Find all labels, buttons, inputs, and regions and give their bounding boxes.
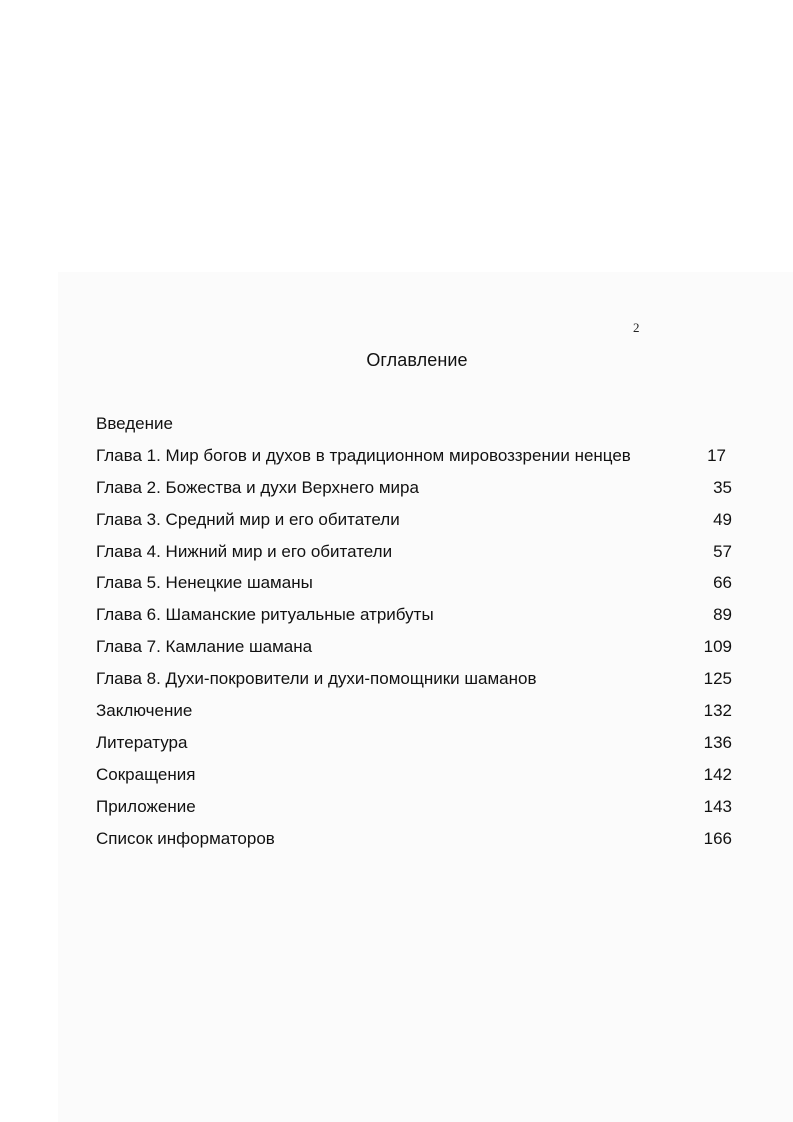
toc-entry-chapter-2 — [96, 476, 736, 508]
toc-entry-label: Литература — [96, 732, 188, 752]
toc-entry-label: Глава 6. Шаманские ритуальные атрибуты — [96, 605, 434, 625]
toc-entry-page: 66 — [713, 573, 732, 593]
toc-entry-page: 49 — [713, 509, 732, 529]
toc-entry-page: 57 — [713, 541, 732, 561]
toc-entry-chapter-6 — [96, 603, 736, 635]
toc-entry-page: 132 — [703, 701, 732, 721]
toc-entry-label: Введение — [96, 414, 173, 433]
toc-entry-conclusion — [96, 699, 736, 731]
toc-entry-label: Глава 4. Нижний мир и его обитатели — [96, 541, 393, 561]
toc-entry-label: Список информаторов — [96, 828, 275, 848]
toc-entry-chapter-7 — [96, 635, 736, 667]
toc-entry-chapter-8 — [96, 667, 736, 699]
toc-entry-label: Глава 1. Мир богов и духов в традиционном мировоззрении ненцев — [96, 445, 631, 465]
toc-entry-chapter-4 — [96, 540, 736, 572]
toc-entry-page: 142 — [703, 764, 732, 784]
toc-entry-label: Приложение — [96, 796, 196, 816]
toc-entry-label: Глава 3. Средний мир и его обитатели — [96, 509, 400, 529]
toc-title: Оглавление — [366, 350, 468, 370]
toc-entry-label: Глава 2. Божества и духи Верхнего мира — [96, 477, 419, 497]
toc-entry-label: Глава 5. Ненецкие шаманы — [96, 573, 313, 593]
toc-entry-page: 109 — [703, 637, 732, 657]
toc-entry-page: 136 — [703, 732, 732, 752]
toc-entry-page: 35 — [713, 477, 732, 497]
toc-entry-literature — [96, 731, 736, 763]
toc-entry-label: Заключение — [96, 701, 193, 721]
toc-entry-page: 143 — [703, 796, 732, 816]
page-number: 2 — [633, 320, 640, 335]
toc-entry-chapter-5 — [96, 571, 736, 603]
toc-entry-label: Глава 8. Духи-покровители и духи-помощники шаманов — [96, 669, 537, 689]
toc-entry-appendix — [96, 795, 736, 827]
toc-entry-page: 89 — [713, 605, 732, 625]
toc-entry-page: 125 — [703, 669, 732, 689]
toc-entry-chapter-1 — [96, 444, 736, 476]
toc-entry-label: Сокращения — [96, 764, 196, 784]
toc-entry-page: 17 — [707, 445, 726, 465]
toc-entry-abbreviations — [96, 763, 736, 795]
table-of-contents — [96, 412, 736, 858]
toc-entry-chapter-3 — [96, 508, 736, 540]
toc-entry-label: Глава 7. Камлание шамана — [96, 637, 313, 657]
toc-entry-informants — [96, 827, 736, 859]
toc-entry-introduction — [96, 412, 736, 444]
toc-entry-page: 166 — [703, 828, 732, 848]
